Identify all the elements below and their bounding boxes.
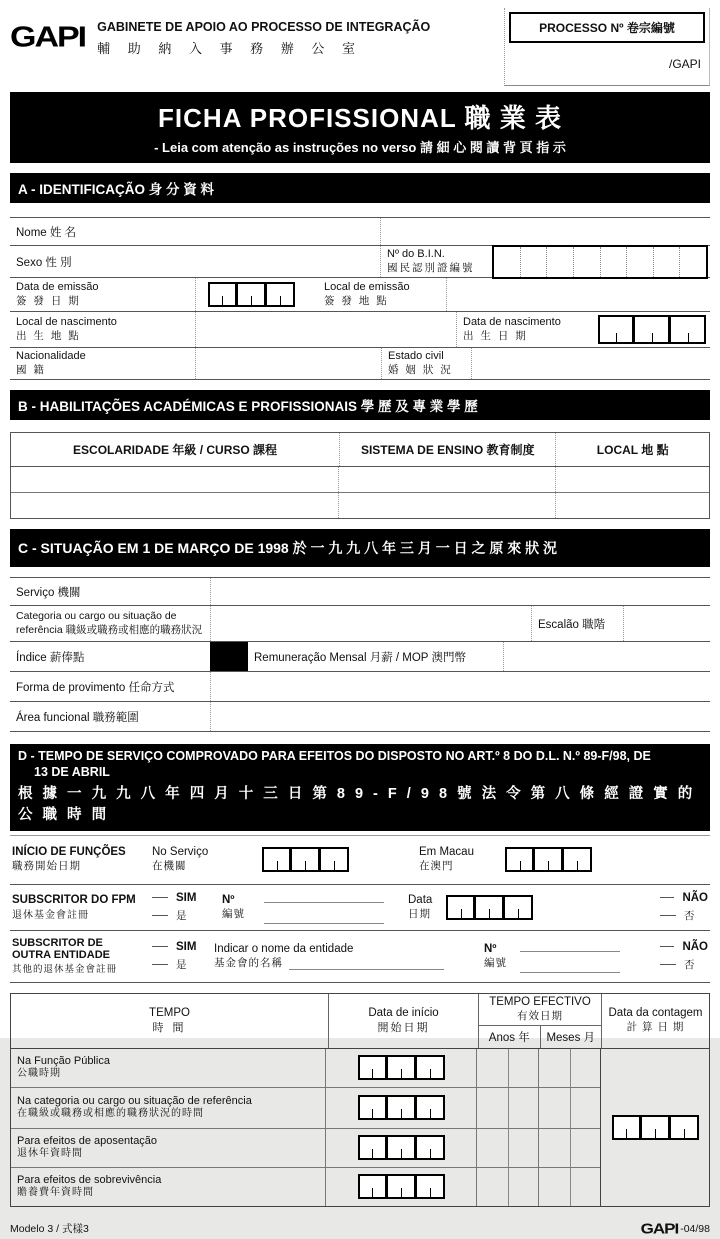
col-tempo-cn: 時 間: [152, 1021, 187, 1034]
form-header: [10, 8, 710, 88]
data-emissao-label: [10, 278, 195, 311]
local-field-1[interactable]: [555, 467, 709, 492]
fpm-data-label-pt: Data: [408, 893, 433, 906]
nacionalidade-field[interactable]: [195, 348, 381, 379]
processo-number-field[interactable]: /GAPI: [668, 57, 701, 71]
estado-civil-label: [381, 348, 471, 379]
funcao-publica-datebox[interactable]: [358, 1055, 445, 1080]
outra-nao-option: [660, 941, 708, 972]
inicio-funcoes-label: [12, 846, 152, 873]
outra-sim-checkbox-cn[interactable]: [152, 964, 168, 965]
gapi-logo: GAPI: [10, 20, 86, 54]
aposentacao-pt: Para efeitos de aposentação: [17, 1134, 158, 1147]
form-subtitle: - Leia com atenção as instruções no verso 請 細 心 閱 讀 背 頁 指 示: [154, 140, 566, 155]
col-tempo-efectivo-cn: 有效日期: [517, 1009, 563, 1022]
row-forma-provimento: [10, 672, 710, 702]
section-b-heading: B - HABILITAÇÕES ACADÉMICAS E PROFISSIONAIS 學 歷 及 專 業 學 歷: [10, 390, 710, 420]
bin-number-field[interactable]: [492, 245, 708, 279]
categoria-referencia-meses[interactable]: [538, 1088, 600, 1128]
section-a-heading: A - IDENTIFICAÇÃO 身 分 資 料: [10, 173, 710, 203]
row-nascimento: [10, 312, 710, 348]
aposentacao-meses[interactable]: [538, 1129, 600, 1167]
row-aposentacao: [11, 1129, 600, 1168]
section-a-fields: [10, 217, 710, 380]
nome-field[interactable]: [380, 218, 710, 245]
tempo-table-left: [11, 1049, 600, 1206]
fpm-sim-label: SIM: [176, 891, 197, 904]
modelo-label: Modelo 3 / 式樣3: [10, 1223, 89, 1236]
fpm-nao-checkbox-cn[interactable]: [660, 915, 676, 916]
section-d-heading: [10, 744, 710, 831]
estado-civil-label-cn: 婚 姻 狀 況: [388, 363, 453, 376]
outra-sim-label-cn: 是: [176, 958, 187, 971]
inicio-funcoes-label-cn: 職務開始日期: [12, 860, 81, 873]
funcao-publica-anos[interactable]: [476, 1049, 538, 1087]
row-indice: [10, 642, 710, 672]
data-nascimento-cell: [581, 312, 710, 347]
section-d-heading-cn: 根 據 一 九 九 八 年 四 月 十 三 日 第 8 9 - F / 9 8 號 法 令 第 八 條 經 證 實 的 公 職 時 間: [18, 785, 696, 823]
outra-nao-label: NÃO: [682, 940, 708, 953]
indice-label: Índice 薪俸點: [16, 651, 85, 664]
col-meses: Meses 月: [540, 1026, 602, 1048]
row-subscritor-fpm: [10, 885, 710, 931]
local-field-2[interactable]: [555, 493, 709, 518]
outra-label-pt2: OUTRA ENTIDADE: [12, 949, 110, 962]
indicar-entidade-label-pt: Indicar o nome da entidade: [214, 942, 354, 955]
funcao-publica-datebox-cell: [325, 1049, 476, 1087]
processo-label: PROCESSO Nº 卷宗編號: [509, 12, 705, 43]
aposentacao-datebox[interactable]: [358, 1135, 445, 1160]
aposentacao-anos[interactable]: [476, 1129, 538, 1167]
row-inicio-funcoes: [10, 835, 710, 885]
remuneracao-field[interactable]: [503, 642, 710, 671]
outra-numero-label-cn: 編號: [484, 956, 507, 969]
sobrevivencia-cn: 贍養費年資時間: [17, 1187, 94, 1199]
section-b-row-2: [11, 493, 709, 518]
section-d-heading-pt2: 13 DE ABRIL: [34, 764, 110, 779]
local-nascimento-label-cn: 出 生 地 點: [16, 329, 81, 342]
entidade-name-field[interactable]: [289, 958, 444, 970]
em-macau-label-pt: Em Macau: [419, 846, 474, 859]
local-emissao-label-cn: 簽 發 地 點: [324, 294, 389, 307]
title-banner: [10, 92, 710, 163]
nacionalidade-label-cn: 國 籍: [16, 363, 46, 376]
data-nascimento-label: [456, 312, 581, 347]
fpm-nao-checkbox[interactable]: [660, 897, 674, 898]
inicio-funcoes-label-pt: INÍCIO DE FUNÇÕES: [12, 846, 126, 859]
fpm-label: [12, 894, 152, 921]
fpm-nao-label: NÃO: [682, 891, 708, 904]
fpm-data-label-cn: 日期: [408, 907, 431, 920]
local-nascimento-field[interactable]: [195, 312, 456, 347]
area-funcional-label: Área funcional 職務範圍: [16, 711, 139, 724]
fpm-numero-label-cn: 編號: [222, 907, 245, 920]
categoria-referencia-anos[interactable]: [476, 1088, 538, 1128]
outra-numero-label: [484, 943, 520, 970]
section-c-fields: [10, 577, 710, 732]
processo-box: [504, 8, 710, 86]
aposentacao-cn: 退休年資時間: [17, 1148, 83, 1160]
escolaridade-field-1[interactable]: [11, 467, 338, 492]
no-servico-datebox[interactable]: [262, 847, 349, 872]
outra-sim-checkbox[interactable]: [152, 946, 168, 947]
row-area-funcional: [10, 702, 710, 732]
data-nascimento-label-pt: Data de nascimento: [463, 316, 561, 329]
sobrevivencia-meses[interactable]: [538, 1168, 600, 1206]
col-data-inicio-pt: Data de início: [368, 1006, 439, 1019]
section-b-row-1: [11, 467, 709, 493]
fpm-sim-checkbox-cn[interactable]: [152, 915, 168, 916]
col-data-inicio-cn: 開始日期: [377, 1021, 430, 1034]
col-escolaridade: ESCOLARIDADE 年級 / CURSO 課程: [73, 443, 278, 457]
row-funcao-publica: [11, 1049, 600, 1088]
col-anos-meses: [479, 1026, 601, 1048]
row-categoria-referencia: [11, 1088, 600, 1129]
fpm-datebox[interactable]: [446, 895, 533, 920]
data-nascimento-label-cn: 出 生 日 期: [463, 329, 528, 342]
categoria-label: Categoria ou cargo ou situação de referência 職級或職務或相應的職務狀況: [16, 609, 203, 636]
remuneracao-label: Remuneração Mensal 月薪 / MOP 澳門幣: [254, 651, 466, 664]
outra-sim-option: [152, 941, 214, 972]
funcao-publica-meses[interactable]: [538, 1049, 600, 1087]
bin-label-pt: Nº do B.I.N.: [387, 248, 445, 261]
funcao-publica-cn: 公職時期: [17, 1068, 61, 1080]
servico-field[interactable]: [210, 578, 710, 605]
fpm-sim-checkbox[interactable]: [152, 897, 168, 898]
sobrevivencia-datebox-cell: [325, 1168, 476, 1206]
sobrevivencia-pt: Para efeitos de sobrevivência: [17, 1173, 162, 1186]
fpm-data-label: [408, 894, 446, 921]
col-tempo-efectivo-label: [479, 994, 601, 1026]
nacionalidade-label: [10, 348, 195, 379]
local-emissao-label-pt: Local de emissão: [324, 281, 410, 294]
row-categoria: [10, 606, 710, 642]
fpm-numero-field[interactable]: [264, 891, 384, 924]
em-macau-label: [419, 846, 489, 873]
data-emissao-label-cn: 簽 發 日 期: [16, 294, 81, 307]
row-nome: [10, 218, 710, 246]
fpm-numero-label-pt: Nº: [222, 893, 235, 906]
local-nascimento-label-pt: Local de nascimento: [16, 316, 117, 329]
sobrevivencia-label: [11, 1168, 325, 1206]
nacionalidade-label-pt: Nacionalidade: [16, 350, 86, 363]
fpm-numero-label: [222, 894, 264, 921]
row-nacionalidade: [10, 348, 710, 380]
data-emissao-label-pt: Data de emissão: [16, 281, 99, 294]
col-tempo-efectivo: [478, 994, 601, 1048]
col-local: LOCAL 地 點: [555, 433, 709, 466]
outra-label-cn: 其他的退休基金會註冊: [12, 964, 118, 976]
nome-label: Nome 姓 名: [16, 226, 77, 239]
local-emissao-label: [318, 278, 446, 311]
fpm-label-cn: 退休基金會註冊: [12, 909, 89, 921]
col-data-contagem: [601, 994, 709, 1048]
col-tempo-efectivo-pt: TEMPO EFECTIVO: [489, 995, 591, 1008]
sobrevivencia-datebox[interactable]: [358, 1174, 445, 1199]
fpm-nao-option: [660, 892, 708, 923]
section-c-heading: C - SITUAÇÃO EM 1 DE MARÇO DE 1998 於 一 九 九 八 年 三 月 一 日 之 原 來 狀 況: [10, 529, 710, 567]
fpm-label-pt: SUBSCRITOR DO FPM: [12, 893, 136, 906]
no-servico-label-cn: 在機關: [152, 860, 187, 873]
sistema-field-2[interactable]: [338, 493, 555, 518]
outra-label: [12, 937, 152, 975]
data-emissao-cell: [195, 278, 306, 311]
outra-numero-label-pt: Nº: [484, 942, 497, 955]
footer-version: -04/98: [680, 1222, 710, 1235]
sexo-label: Sexo 性 別: [16, 256, 72, 269]
servico-label: Serviço 機關: [16, 586, 81, 599]
funcao-publica-pt: Na Função Pública: [17, 1054, 110, 1067]
col-sistema-ensino: SISTEMA DE ENSINO 教育制度: [339, 433, 555, 466]
form-footer: [10, 1219, 710, 1239]
tempo-table: [10, 993, 710, 1207]
bin-label-cn: 國民認別證編號: [387, 261, 475, 274]
row-servico: [10, 578, 710, 606]
em-macau-datebox[interactable]: [505, 847, 592, 872]
col-anos: Anos 年: [488, 1031, 530, 1044]
outra-nao-checkbox[interactable]: [660, 946, 674, 947]
aposentacao-label: [11, 1129, 325, 1167]
estado-civil-label-pt: Estado civil: [388, 350, 444, 363]
escalao-field[interactable]: [623, 606, 710, 641]
sistema-field-1[interactable]: [338, 467, 555, 492]
aposentacao-datebox-cell: [325, 1129, 476, 1167]
outra-numero-field[interactable]: [520, 940, 620, 973]
data-nascimento-datebox[interactable]: [598, 315, 706, 344]
org-name-cn: 輔 助 納 入 事 務 辦 公 室: [97, 41, 363, 56]
em-macau-label-cn: 在澳門: [419, 860, 454, 873]
no-servico-label-pt: No Serviço: [152, 846, 209, 859]
indicar-entidade-label-cn: 基金會的名稱: [214, 956, 283, 969]
row-sexo-bin: [10, 246, 710, 278]
section-d-heading-pt1: D - TEMPO DE SERVIÇO COMPROVADO PARA EFEITOS DO DISPOSTO NO ART.º 8 DO D.L. N.º 89-F/98, DE: [18, 749, 651, 763]
escolaridade-field-2[interactable]: [11, 493, 338, 518]
fpm-sim-label-cn: 是: [176, 909, 187, 922]
forma-provimento-label: Forma de provimento 任命方式: [16, 681, 175, 694]
data-contagem-datebox[interactable]: [612, 1115, 699, 1140]
tempo-table-header: [11, 994, 709, 1049]
outra-label-pt1: SUBSCRITOR DE: [12, 937, 103, 950]
data-contagem-cell: [600, 1049, 709, 1206]
section-b-header-row: [11, 433, 709, 467]
categoria-referencia-cn: 在職級或職務或相應的職務狀況的時間: [17, 1108, 204, 1120]
categoria-referencia-datebox-cell: [325, 1088, 476, 1128]
row-sobrevivencia: [11, 1168, 600, 1206]
funcao-publica-label: [11, 1049, 325, 1087]
data-emissao-datebox[interactable]: [208, 282, 295, 307]
local-emissao-field[interactable]: [446, 278, 710, 311]
area-funcional-field[interactable]: [210, 702, 710, 731]
local-nascimento-label: [10, 312, 195, 347]
bin-label: [380, 246, 492, 277]
outra-nao-checkbox-cn[interactable]: [660, 964, 676, 965]
escalao-label: Escalão 職階: [531, 606, 623, 641]
row-subscritor-outra: [10, 931, 710, 983]
outra-nao-label-cn: 否: [684, 958, 695, 971]
categoria-referencia-label: [11, 1088, 325, 1128]
col-data-contagem-pt: Data da contagem: [608, 1007, 703, 1020]
forma-provimento-field[interactable]: [210, 672, 710, 701]
org-name: [97, 20, 430, 57]
col-tempo: [11, 994, 328, 1048]
row-emissao: [10, 278, 710, 312]
fpm-nao-label-cn: 否: [684, 909, 695, 922]
fpm-sim-option: [152, 892, 214, 923]
col-tempo-pt: TEMPO: [149, 1006, 190, 1019]
categoria-referencia-datebox[interactable]: [358, 1095, 445, 1120]
no-servico-label: [152, 846, 232, 873]
categoria-referencia-pt: Na categoria ou cargo ou situação de referência: [17, 1094, 252, 1107]
categoria-field[interactable]: [210, 606, 531, 641]
indicar-entidade-label: [214, 943, 444, 970]
sobrevivencia-anos[interactable]: [476, 1168, 538, 1206]
tempo-table-body: [11, 1049, 709, 1206]
outra-sim-label: SIM: [176, 940, 197, 953]
form-title: FICHA PROFISSIONAL 職 業 表: [158, 103, 562, 133]
org-name-pt: GABINETE DE APOIO AO PROCESSO DE INTEGRAÇÃO: [97, 20, 431, 34]
col-data-inicio: [328, 994, 478, 1048]
gapi-logo-small: GAPI: [640, 1220, 679, 1237]
col-data-contagem-cn: 計 算 日 期: [626, 1021, 685, 1034]
section-b-table: [10, 432, 710, 519]
indice-black-cell: [210, 642, 248, 671]
estado-civil-field[interactable]: [471, 348, 710, 379]
